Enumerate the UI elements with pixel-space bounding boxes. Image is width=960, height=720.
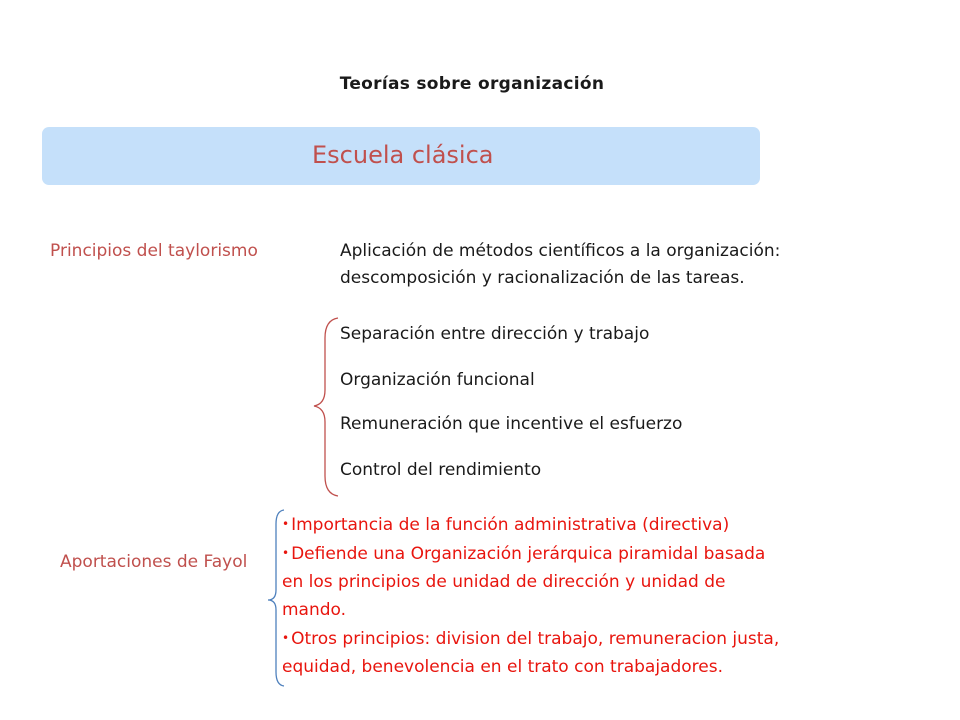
taylor-brace (310, 316, 340, 498)
taylor-item-4: Control del rendimiento (340, 460, 542, 480)
fayol-point-2-line-2: en los principios de unidad de dirección y unidad de (282, 572, 726, 592)
fayol-point-3 (282, 624, 882, 681)
bullet-icon: • (282, 631, 290, 645)
fayol-point-3-line-2: equidad, benevolencia en el trato con trabajadores. (282, 657, 723, 677)
taylor-desc-line2: descomposición y racionalización de las tareas. (340, 268, 745, 288)
taylor-item-2: Organización funcional (340, 370, 535, 390)
fayol-label: Aportaciones de Fayol (60, 552, 248, 572)
fayol-point-3-line-1: Otros principios: division del trabajo, remuneracion justa, (291, 629, 780, 649)
fayol-point-2 (282, 539, 882, 624)
fayol-point-2-line-3: mando. (282, 600, 347, 620)
section-banner (42, 127, 760, 185)
fayol-point-1 (282, 510, 882, 539)
fayol-point-2-line-1: Defiende una Organización jerárquica piramidal basada (291, 544, 766, 564)
fayol-point-1-line-1: Importancia de la función administrativa (directiva) (291, 515, 730, 535)
bullet-icon: • (282, 517, 290, 531)
banner-title: Escuela clásica (312, 141, 494, 169)
bullet-icon: • (282, 546, 290, 560)
taylor-item-1: Separación entre dirección y trabajo (340, 324, 650, 344)
taylor-desc-line1: Aplicación de métodos científicos a la organización: (340, 241, 781, 261)
fayol-points (282, 510, 882, 681)
page-title: Teorías sobre organización (339, 74, 605, 94)
taylor-item-3: Remuneración que incentive el esfuerzo (340, 414, 683, 434)
taylor-label: Principios del taylorismo (50, 241, 258, 261)
